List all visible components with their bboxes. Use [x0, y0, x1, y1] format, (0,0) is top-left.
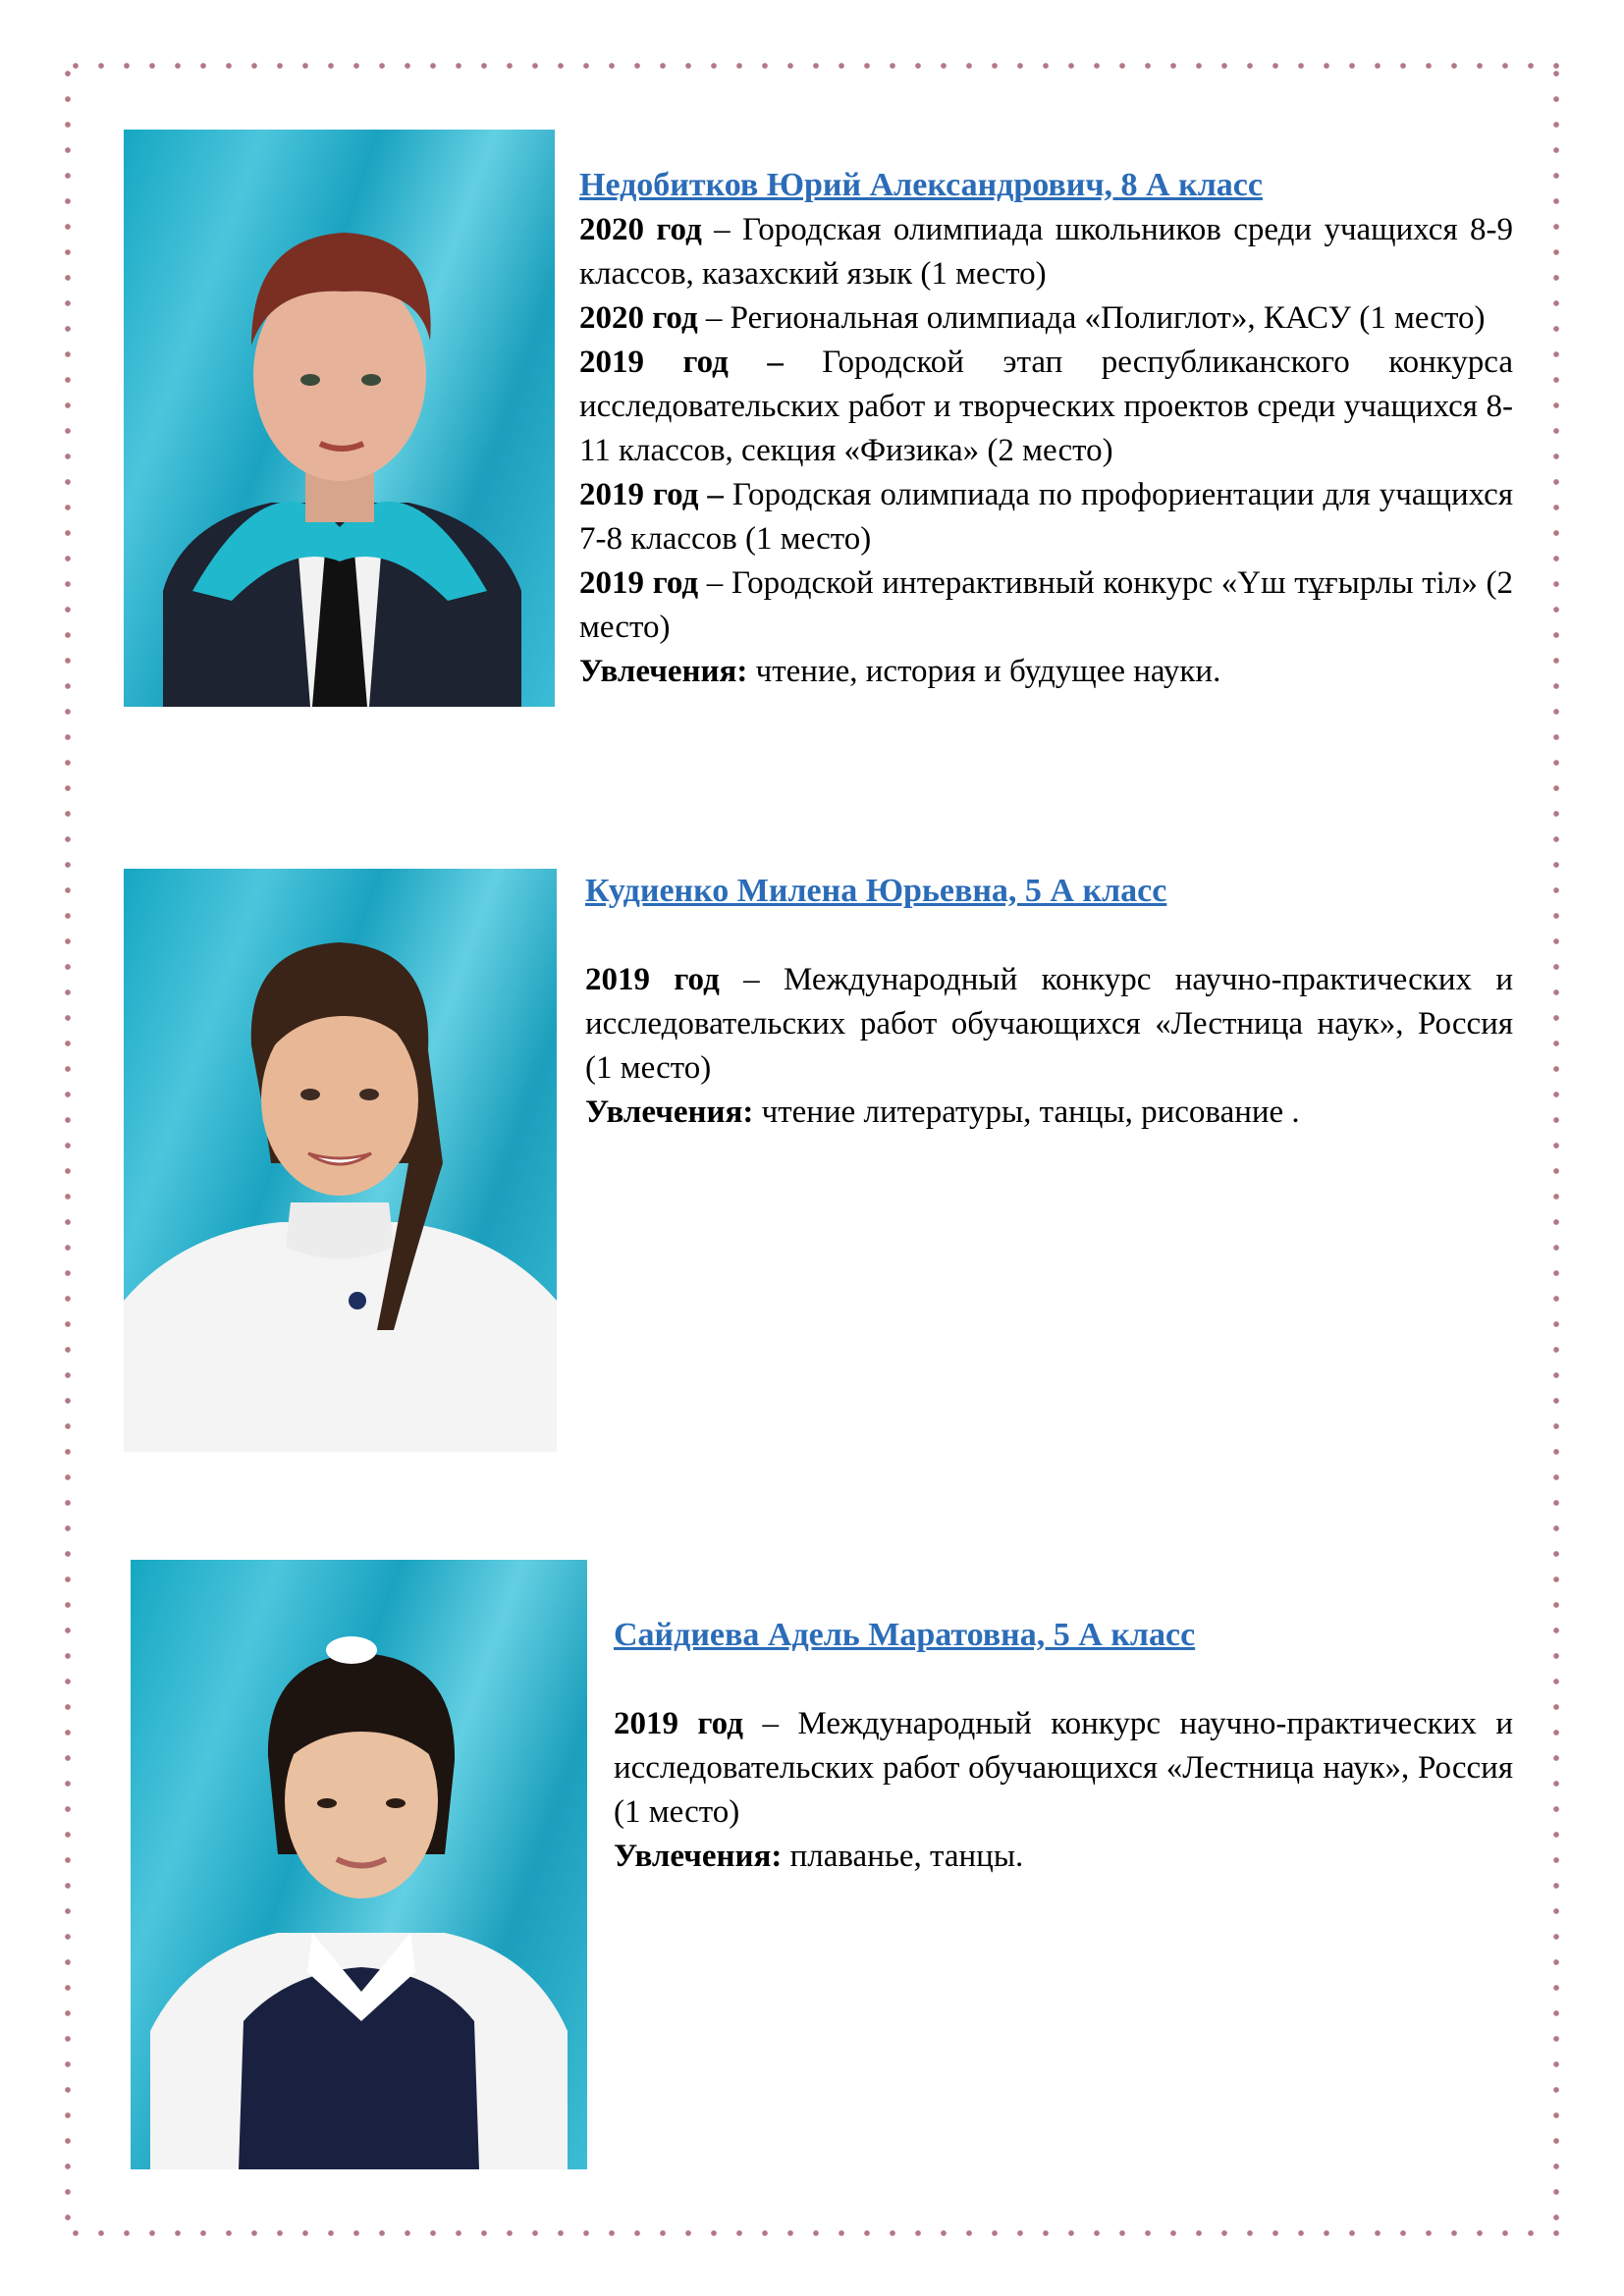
achievement-3-1 [614, 1702, 1513, 1835]
student-info-1 [579, 163, 1513, 694]
student-photo-2 [124, 869, 557, 1452]
achievement-text: – Городская олимпиада школьников среди учащихся 8-9 классов, казахский язык (1 место) [579, 212, 1513, 292]
hobbies-label: Увлечения: [585, 1095, 754, 1130]
student-info-2 [585, 869, 1513, 1135]
hobbies-text: чтение, история и будущее науки. [747, 654, 1221, 689]
border-right [1551, 61, 1561, 2238]
hobbies-text: плаванье, танцы. [782, 1839, 1024, 1874]
hobbies-label: Увлечения: [579, 654, 748, 689]
girl-portrait-illustration [124, 869, 557, 1452]
hobbies-text: чтение литературы, танцы, рисование . [753, 1095, 1300, 1130]
student-name-3[interactable]: Сайдиева Адель Маратовна, 5 А класс [614, 1617, 1196, 1653]
hobbies-label: Увлечения: [614, 1839, 783, 1874]
boy-portrait-illustration [124, 130, 555, 707]
student-photo-3 [131, 1560, 587, 2169]
achievement-1-3 [579, 341, 1513, 473]
student-info-3 [614, 1613, 1513, 1879]
spacer [614, 1658, 1513, 1702]
achievement-2-1 [585, 958, 1513, 1091]
achievement-year: 2019 год – [579, 477, 724, 512]
spacer [585, 914, 1513, 958]
achievement-year: 2020 год [579, 300, 698, 336]
hobbies-2 [585, 1091, 1513, 1135]
achievement-1-5 [579, 561, 1513, 650]
border-left [63, 61, 73, 2238]
hobbies-3 [614, 1835, 1513, 1879]
girl-portrait-illustration [131, 1560, 587, 2169]
achievement-text: Городская олимпиада по профориентации для учащихся 7-8 классов (1 место) [579, 477, 1513, 557]
achievement-year: 2020 год [579, 212, 702, 247]
achievement-year: 2019 год [585, 962, 720, 997]
student-photo-1 [124, 130, 555, 707]
achievement-year: 2019 год [614, 1706, 743, 1741]
achievement-1-1 [579, 208, 1513, 296]
achievement-year: 2019 год – [579, 345, 784, 380]
student-name-1[interactable]: Недобитков Юрий Александрович, 8 А класс [579, 167, 1263, 203]
achievement-1-2 [579, 296, 1513, 341]
achievement-text: Городской этап республиканского конкурса исследовательских работ и творческих проектов среди учащихся 8-11 классов, секция «Физика» (2 место) [579, 345, 1513, 468]
achievement-year: 2019 год [579, 565, 699, 601]
achievement-text: – Международный конкурс научно-практических и исследовательских работ обучающихся «Лестница наук», Россия (1 место) [585, 962, 1513, 1086]
achievement-text: – Региональная олимпиада «Полиглот», КАСУ (1 место) [697, 300, 1486, 336]
achievement-text: – Городской интерактивный конкурс «Үш тұғырлы тіл» (2 место) [579, 565, 1514, 645]
student-name-2[interactable]: Кудиенко Милена Юрьевна, 5 А класс [585, 873, 1167, 909]
achievement-1-4 [579, 473, 1513, 561]
hobbies-1 [579, 650, 1513, 694]
achievement-text: – Международный конкурс научно-практических и исследовательских работ обучающихся «Лестница наук», Россия (1 место) [614, 1706, 1513, 1830]
